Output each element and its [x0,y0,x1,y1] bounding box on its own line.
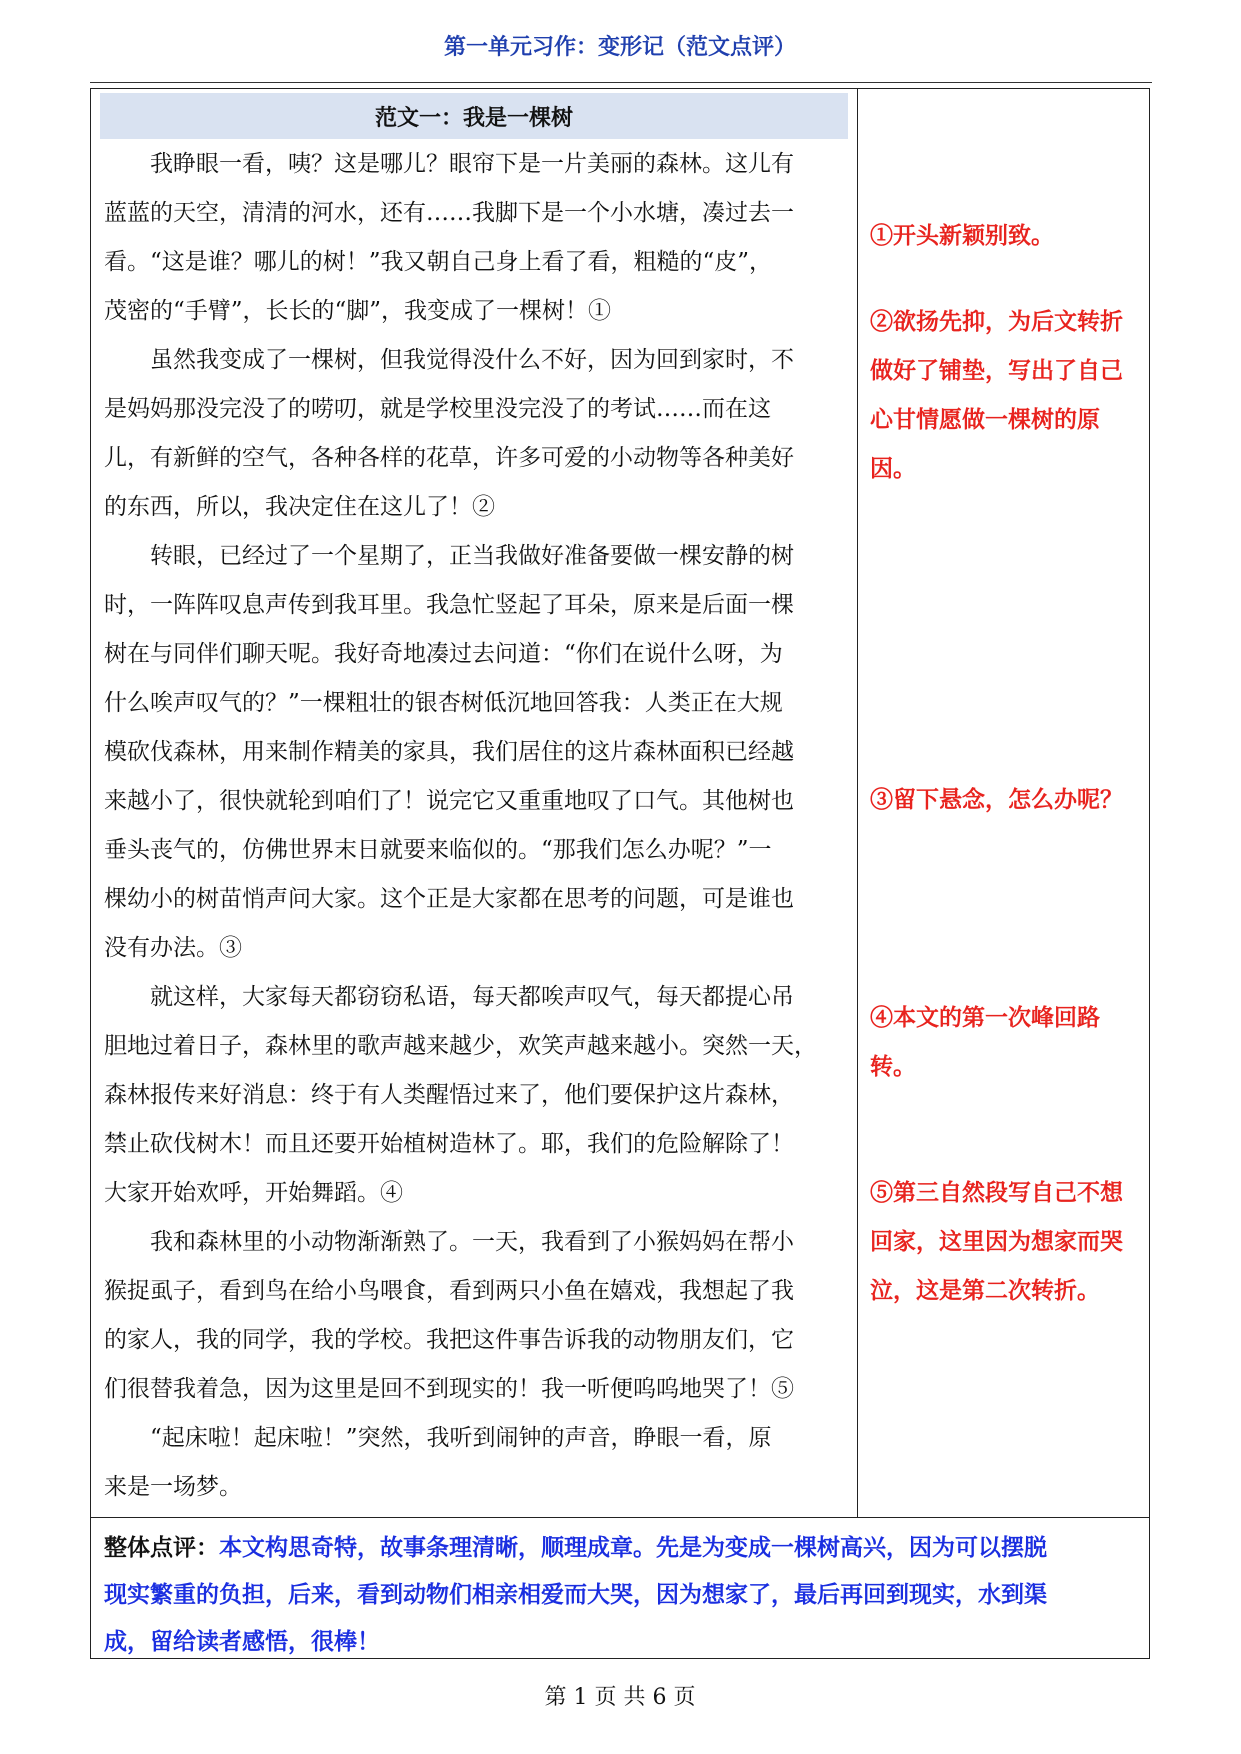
annotation-2: ②欲扬先抑，为后文转折 做好了铺垫，写出了自己 心甘情愿做一棵树的原 因。 [870,308,1123,482]
annotation-5: ⑤第三自然段写自己不想 回家，这里因为想家而哭 泣，这是第二次转折。 [870,1179,1123,1304]
essay-title: 范文一：我是一棵树 [100,93,848,139]
page-header: 第一单元习作：变形记（范文点评） [443,35,796,60]
overall-comment-label: 整体点评： [104,1534,219,1561]
paragraph-5: 我和森林里的小动物渐渐熟了。一天，我看到了小猴妈妈在帮小 猴捉虱子，看到鸟在给小鸟喂食，看到两只小鱼在嬉戏，我想起了我 的家人，我的同学，我的学校。我把这件事告诉我的动物朋友们，它 们很替我着急，因为这里是回不到现实的！我一听便呜呜地哭了！⑤ [104,1229,794,1402]
paragraph-6: “起床啦！起床啦！”突然，我听到闹钟的声音，睁眼一看，原 来是一场梦。 [104,1425,772,1500]
page-footer: 第 1 页 共 6 页 [544,1685,696,1710]
row-divider [90,1517,1150,1518]
paragraph-4: 就这样，大家每天都窃窃私语，每天都唉声叹气，每天都提心吊 胆地过着日子，森林里的歌声越来越少，欢笑声越来越小。突然一天， 森林报传来好消息：终于有人类醒悟过来了，他们要保护这片森林， 禁止砍伐树木！而且还要开始植树造林了。耶，我们的危险解除了！ 大家开始欢呼，开始舞蹈。④ [104,984,817,1206]
annotation-1: ①开头新颖别致。 [870,222,1054,249]
header-rule [90,82,1152,83]
paragraph-1: 我睁眼一看，咦？这是哪儿？眼帘下是一片美丽的森林。这儿有 蓝蓝的天空，清清的河水，还有……我脚下是一个小水塘，凑过去一 看。“这是谁？哪儿的树！”我又朝自己身上看了看，粗糙的“皮”， 茂密的“手臂”，长长的“脚”，我变成了一棵树！① [104,151,794,324]
paragraph-2: 虽然我变成了一棵树，但我觉得没什么不好，因为回到家时，不 是妈妈那没完没了的唠叨，就是学校里没完没了的考试……而在这 儿，有新鲜的空气，各种各样的花草，许多可爱的小动物等各种美好 的东西，所以，我决定住在这儿了！② [104,347,794,520]
annotation-3: ③留下悬念，怎么办呢？ [870,786,1123,813]
annotation-4: ④本文的第一次峰回路 转。 [870,1004,1100,1080]
essay-body [104,140,848,1512]
overall-comment-text: 本文构思奇特，故事条理清晰，顺理成章。先是为变成一棵树高兴，因为可以摆脱 现实繁重的负担，后来，看到动物们相亲相爱而大哭，因为想家了，最后再回到现实，水到渠 成，留给读者感悟，很棒！ [104,1534,1047,1655]
paragraph-3: 转眼，已经过了一个星期了，正当我做好准备要做一棵安静的树 时，一阵阵叹息声传到我耳里。我急忙竖起了耳朵，原来是后面一棵 树在与同伴们聊天呢。我好奇地凑过去问道：“你们在说什么呀，为 什么唉声叹气的？”一棵粗壮的银杏树低沉地回答我：人类正在大规 模砍伐森林，用来制作精美的家具，我们居住的这片森林面积已经越 来越小了，很快就轮到咱们了！说完它又重重地叹了口气。其他树也 垂头丧气的，仿佛世界末日就要来临似的。“那我们怎么办呢？”一 棵幼小的树苗悄声问大家。这个正是大家都在思考的问题，可是谁也 没有办法。③ [104,543,794,961]
column-divider [857,88,858,1517]
overall-comment [104,1524,1144,1665]
